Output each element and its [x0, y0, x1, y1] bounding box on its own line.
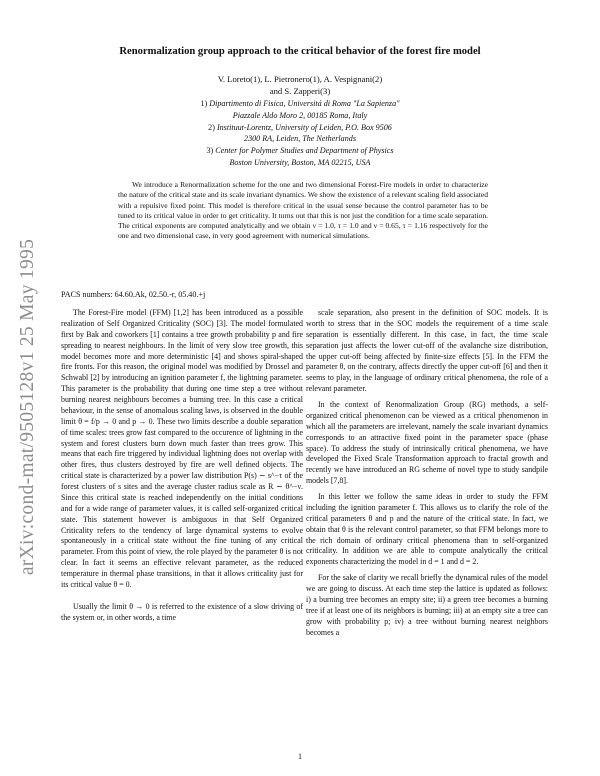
body-paragraph: In the context of Renormalization Group (RG) methods, a self-organized critical phenomenon can be viewed as a critical phenomenon in which all the parameters are irrelevant, namely the scale invariant dynamics corresponds to an attractive fixed point in the parameter space (phase space). To address the study of intrinsically critical phenomena, we have developed the Fixed Scale Transformation approach to fractal growth and recently we have introduced an RG scheme of novel type to study sandpile models [7,8].	[306, 400, 548, 486]
paper-title: Renormalization group approach to the critical behavior of the forest fire model	[119, 46, 481, 57]
body-paragraph: scale separation, also present in the definition of SOC models. It is worth to stress that in the SOC models the requirement of a time scale separation is essentially different. In this case, in fact, the time scale separation just affects the lower cut-off of the avalanche size distribution, the upper cut-off being affected by finite-size effects [5]. In the FFM the parameter θ, on the contrary, affects directly the upper cut-off [6] and then it seems to play, in the language of ordinary critical phenomena, the role of a relevant parameter.	[306, 308, 548, 394]
affiliation-1-address: Piazzale Aldo Moro 2, 00185 Roma, Italy	[232, 110, 368, 120]
abstract: We introduce a Renormalization scheme for the one and two dimensional Forest-Fire models in order to characterize the nature of the critical state and its scale invariant dynamics. We show the existence of a relevant scaling field associated with a repulsive fixed point. This model is therefore critical in the usual sense because the control parameter has to be tuned to its critical value in order to get criticality. It turns out that this is not just the condition for a time scale separation. The critical exponents are computed analytically and we obtain ν = 1.0, τ = 1.0 and ν = 0.65, τ = 1.16 respectively for the one and two dimensional case, in very good agreement with numerical simulations.	[118, 180, 488, 241]
authors-line: V. Loreto(1), L. Pietronero(1), A. Vespignani(2)	[217, 74, 383, 84]
pacs-numbers: PACS numbers: 64.60.Ak, 02.50.-r, 05.40.+j	[61, 290, 206, 299]
affiliation-1-institution	[100, 98, 500, 110]
body-paragraph: Usually the limit θ → 0 is referred to the existence of a slow driving of the system or, in other words, a time	[61, 601, 303, 622]
affiliation-name: Instituut-Lorentz, University of Leiden, P.O. Box 9506	[216, 122, 392, 132]
author-list	[100, 74, 500, 97]
affiliation-2-address: 2300 RA, Leiden, The Netherlands	[244, 134, 356, 144]
affiliation-3-address: Boston University, Boston, MA 02215, USA	[229, 157, 371, 167]
body-column-right	[306, 308, 548, 643]
page-number: 1	[298, 752, 302, 761]
body-paragraph: For the sake of clarity we recall briefly the dynamical rules of the model we are going to discuss. At each time step the lattice is updated as follows: i) a burning tree becomes an empty site; ii) a green tree becomes a burning tree if at least one of its neighbors is burning; iii) at an empty site a tree can grow with probability p; iv) a tree without burning nearest neighbors becomes a	[306, 573, 548, 637]
affiliation-number: 2)	[208, 122, 215, 132]
arxiv-identifier: arXiv:cond-mat/9505128v1 25 May 1995	[17, 238, 38, 576]
body-paragraph: The Forest-Fire model (FFM) [1,2] has been introduced as a possible realization of Self Organized Criticality (SOC) [3]. The model formulated first by Bak and coworkers [1] contains a tree growth probability p and fire spreading to nearest neighbours. In the limit of very slow tree growth, this model becomes more and more deterministic [4] and shows spiral-shaped fire fronts. For this reason, the original model was modified by Drossel and Schwabl [2] by introducing an ignition parameter f, the lightning parameter. This parameter is the probability that during one time step a tree without burning nearest neighbours becomes a burning tree. In this case a critical behaviour, in the sense of anomalous scaling laws, is observed in the double limit θ = f/p → 0 and p → 0. These two limits describe a double separation of time scales: trees grow fast compared to the occurence of lightning in the system and forest clusters burn down much faster than trees grow. This means that each fire triggered by individual lightning does not overlap with other fires, thus clusters destroyed by fire are well defined objects. The critical state is characterized by a power law distribution P(s) ∼ s^−τ of the forest clusters of s sites and the average cluster radius scale as R ∼ θ^−ν. Since this critical state is reached independently on the initial conditions and for a wide range of parameter values, it is called self-organized critical state. This statement however is ambiguous in that Self Organized Criticality refers to the tendency of large dynamical systems to evolve spontaneously in a critical state without the fine tuning of any critical parameter. From this point of view, the role played by the parameter θ is not clear. In fact it seems an effective relevant parameter, as the reduced temperature in thermal phase transitions, in that it allows criticality just for its critical value θ = 0.	[61, 308, 303, 589]
affiliation-3-institution	[100, 145, 500, 157]
affiliation-name: Center for Polymer Studies and Department of Physics	[215, 146, 394, 156]
affiliation-name: Dipartimento di Fisica, Universitá di Roma "La Sapienza"	[209, 99, 400, 108]
body-column-left	[61, 308, 303, 629]
affiliation-2-institution	[100, 122, 500, 134]
affiliation-number: 3)	[206, 146, 214, 156]
authors-line: and S. Zapperi(3)	[269, 85, 331, 96]
body-paragraph: In this letter we follow the same ideas in order to study the FFM including the ignition parameter f. This allows us to clarify the role of the critical parameters θ and p and the nature of the critical state. In fact, we obtain that θ is the relevant control parameter, so that FFM belongs more to the rich domain of ordinary critical phenomena than to self-organized criticality. In addition we are able to compute analytically the critical exponents characterizing the model in d = 1 and d = 2.	[306, 492, 548, 567]
affiliations	[100, 98, 500, 169]
affiliation-number: 1)	[200, 99, 208, 108]
